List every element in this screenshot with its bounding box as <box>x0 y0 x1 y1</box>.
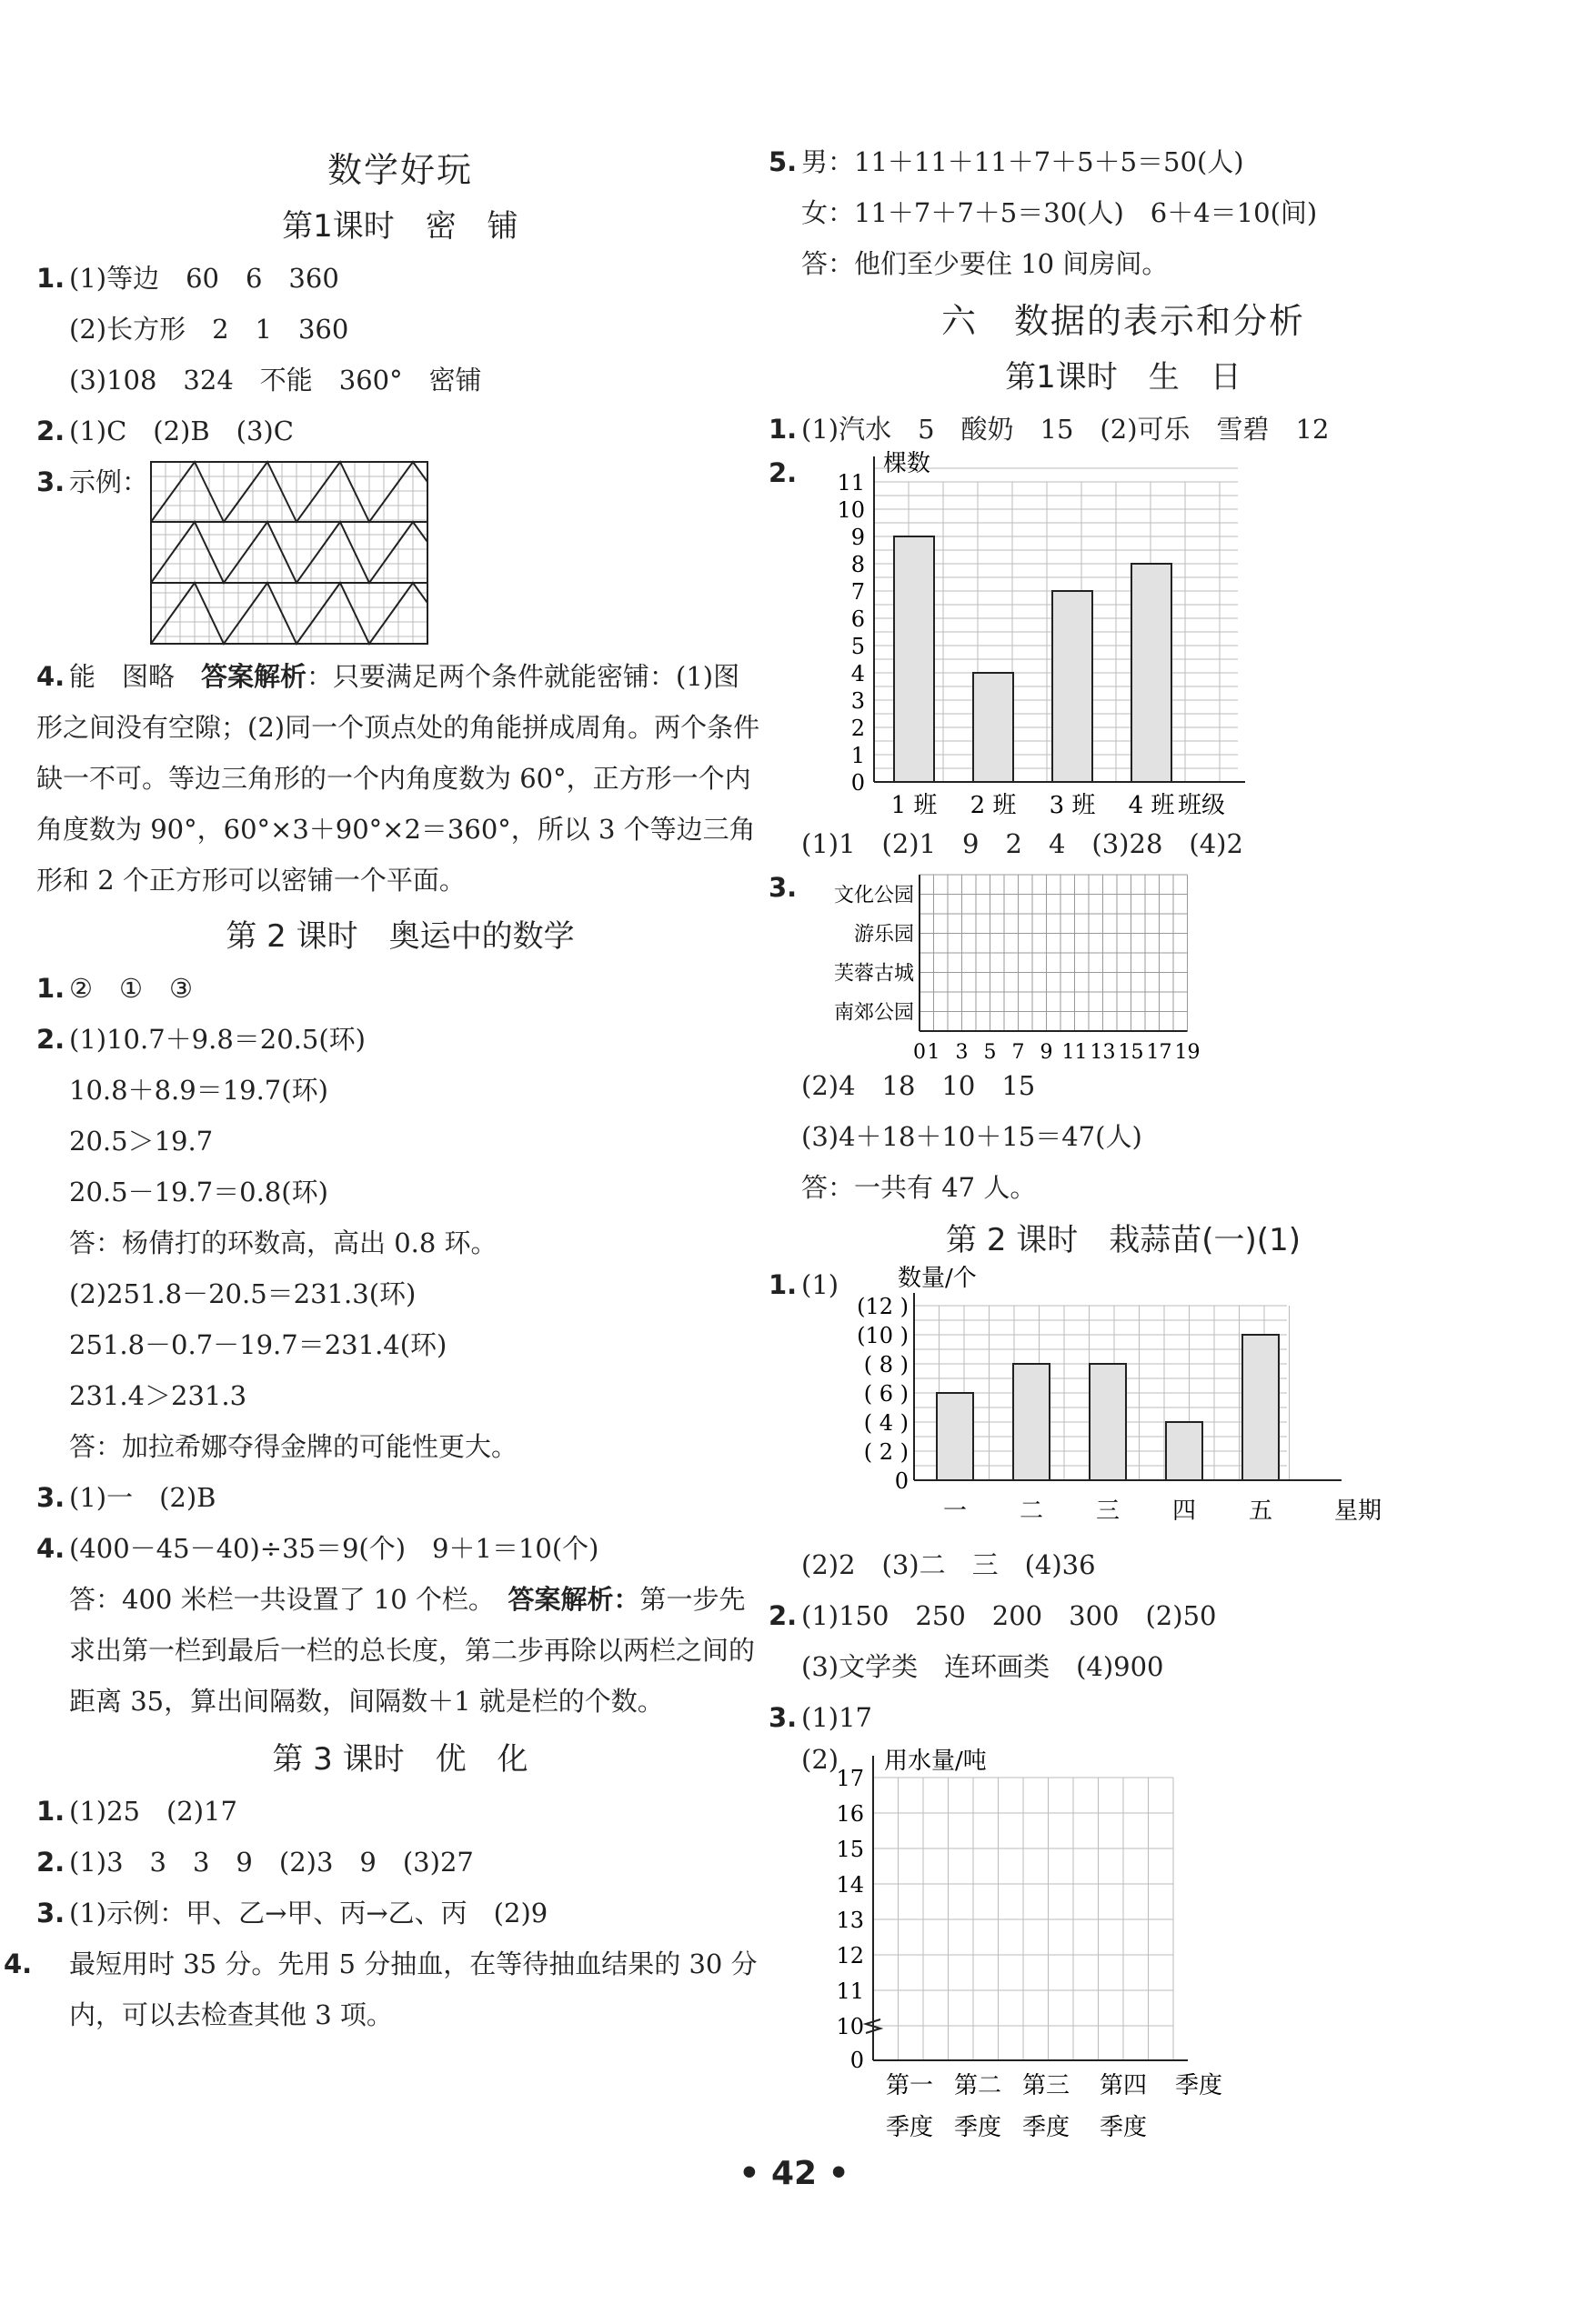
x-tick-label: 15 <box>1118 1041 1144 1064</box>
x-tick-label: 季度 <box>953 2114 1002 2141</box>
answer-line: (2) <box>801 1744 839 1775</box>
y-tick-label: 13 <box>836 1908 864 1933</box>
answer-line: 答：他们至少要住 10 间房间。 <box>801 248 1169 279</box>
answer-line: (3)文学类 连环画类 (4)900 <box>801 1651 1164 1682</box>
answer-line: (2)4 18 10 15 <box>801 1070 1036 1101</box>
answer-line: 251.8－0.7－19.7＝231.4(环) <box>69 1329 447 1360</box>
lesson-title: 第 3 课时 优 化 <box>272 1741 528 1778</box>
x-tick-label: 第二 <box>953 2072 1002 2099</box>
answer-line: (3)108 324 不能 360° 密铺 <box>69 365 482 396</box>
y-tick-label: 3 <box>850 688 865 714</box>
x-axis-label: 星期 <box>1333 1498 1382 1525</box>
x-tick-label: 5 <box>983 1041 997 1064</box>
x-tick-label: 第四 <box>1099 2072 1148 2099</box>
x-tick-label: 第三 <box>1021 2072 1070 2099</box>
garlic-bar-chart <box>850 1267 1432 1539</box>
x-tick-label: 19 <box>1174 1041 1201 1064</box>
y-axis-label: 数量/个 <box>898 1265 977 1292</box>
y-tick-label: 12 <box>836 1943 864 1968</box>
bar <box>1090 1364 1126 1480</box>
bar <box>1166 1422 1202 1480</box>
y-tick-label: ( 6 ) <box>863 1381 909 1407</box>
lesson-title: 第1课时 密 铺 <box>282 208 518 245</box>
answer-paragraph: 4. 最短用时 35 分。先用 5 分抽血，在等待抽血结果的 30 分内，可以去检查其他 3 项。 <box>4 1948 758 2030</box>
y-tick-label: 0 <box>849 2048 864 2073</box>
answer-line: 20.5＞19.7 <box>69 1126 214 1157</box>
x-tick-label: 3 班 <box>1049 792 1096 819</box>
y-tick-label: 1 <box>850 743 865 768</box>
section-title-fun-math: 数学好玩 <box>327 150 473 190</box>
answer-line: 女：11＋7＋7＋5＝30(人) 6＋4＝10(间) <box>801 197 1318 228</box>
section-title-data: 六 数据的表示和分析 <box>940 301 1305 341</box>
lesson-title: 第1课时 生 日 <box>1005 359 1241 396</box>
y-axis-label: 棵数 <box>883 450 931 477</box>
tessellation-example: 3. 示例： <box>36 456 764 647</box>
left-column <box>4 136 764 2040</box>
q1-block: 1. (1) 数量/个 0 ( 2 ) ( 4 ) ( 6 ) ( 8 ) (10 ) (12 ) 一 二 三 四 五 星期 <box>769 1267 1478 1539</box>
y-tick-label: ( 2 ) <box>863 1439 909 1465</box>
answer-line: 2. (1)10.7＋9.8＝20.5(环) <box>36 1024 366 1055</box>
x-tick-label: 1 <box>927 1041 940 1064</box>
water-usage-chart <box>832 1743 1305 2161</box>
q3-block: 3. 文化公园 游乐园 芙蓉古城 南郊公园 0 1 3 5 7 9 11 13 15 17 19 <box>769 869 1478 1060</box>
answer-line: 10.8＋8.9＝19.7(环) <box>69 1075 328 1106</box>
x-tick-label: 第一 <box>885 2072 934 2099</box>
x-axis-label: 班级 <box>1177 792 1226 819</box>
x-tick-label: 11 <box>1061 1041 1088 1064</box>
answer-line: 5. 男：11＋11＋11＋7＋5＋5＝50(人) <box>769 146 1244 177</box>
answer-line: (3)4＋18＋10＋15＝47(人) <box>801 1121 1142 1152</box>
x-tick-label: 4 班 <box>1128 792 1175 819</box>
bar <box>937 1393 973 1480</box>
x-tick-label: 三 <box>1095 1498 1121 1525</box>
y-tick-label: 17 <box>836 1766 864 1791</box>
x-tick-label: 季度 <box>1021 2114 1070 2141</box>
y-axis-label: 用水量/吨 <box>884 1748 987 1775</box>
y-tick-label: 5 <box>850 634 865 659</box>
y-tick-label: 9 <box>850 525 865 550</box>
answer-line: 3. (1)一 (2)B <box>36 1482 216 1513</box>
answer-line: 答：杨倩打的环数高，高出 0.8 环。 <box>69 1227 498 1258</box>
y-tick-label: 2 <box>850 716 865 741</box>
answer-line: 2. (1)C (2)B (3)C <box>36 416 294 446</box>
answer-line: 2. (1)150 250 200 300 (2)50 <box>769 1600 1217 1631</box>
x-tick-label: 1 班 <box>890 792 938 819</box>
answer-line: 1. (1)等边 60 6 360 <box>36 263 339 294</box>
answer-line: (2)251.8－20.5＝231.3(环) <box>69 1278 417 1309</box>
y-tick-label: 8 <box>850 552 865 577</box>
y-tick-label: 10 <box>836 2014 864 2039</box>
tessellation-figure <box>151 462 433 648</box>
y-tick-label: 16 <box>836 1801 864 1827</box>
lesson-title: 第 2 课时 奥运中的数学 <box>226 918 575 955</box>
bar <box>1013 1364 1050 1480</box>
parks-grid-chart <box>801 869 1456 1064</box>
x-tick-label: 2 班 <box>970 792 1017 819</box>
right-column <box>769 136 1478 2170</box>
x-tick-label: 3 <box>955 1041 969 1064</box>
x-tick-label: 7 <box>1011 1041 1025 1064</box>
x-tick-label: 二 <box>1019 1498 1044 1525</box>
bar <box>1242 1335 1279 1480</box>
y-tick-label: 15 <box>836 1837 864 1862</box>
answer-line: 答：加拉希娜夺得金牌的可能性更大。 <box>69 1431 518 1462</box>
answer-paragraph: 4. 能 图略 答案解析：只要满足两个条件就能密铺：(1)图形之间没有空隙；(2)同一个顶点处的角能拼成周角。两个条件缺一不可。等边三角形的一个内角度数为 60°，正方形一个内角度数为 90°，60°×3＋90°×2＝360°，所以 3 个等边三角形和 2 个正方形可以密铺一个平面。 <box>36 661 760 896</box>
category-label: 南郊公园 <box>833 1001 914 1025</box>
x-tick-label: 四 <box>1171 1498 1197 1525</box>
bar <box>1131 564 1171 782</box>
y-tick-label: (10 ) <box>857 1323 909 1348</box>
answer-line: 4. (400－45－40)÷35＝9(个) 9＋1＝10(个) <box>36 1533 599 1564</box>
y-tick-label: 10 <box>837 497 865 523</box>
answer-line: 1. ② ① ③ <box>36 973 193 1004</box>
y-tick-label: ( 8 ) <box>863 1352 909 1377</box>
y-tick-label: (12 ) <box>857 1294 909 1319</box>
answer-line: 答：一共有 47 人。 <box>801 1172 1037 1203</box>
x-axis-label: 季度 <box>1174 2072 1223 2099</box>
y-tick-label: ( 4 ) <box>863 1410 909 1436</box>
x-tick-label: 9 <box>1040 1041 1053 1064</box>
y-tick-label: 11 <box>836 1978 864 2004</box>
category-label: 游乐园 <box>853 923 914 947</box>
bar <box>973 673 1013 782</box>
x-tick-label: 17 <box>1146 1041 1172 1064</box>
answer-line: (1)1 (2)1 9 2 4 (3)28 (4)2 <box>801 828 1243 859</box>
x-tick-label: 一 <box>942 1498 968 1525</box>
page-number: • 42 • <box>739 2155 849 2192</box>
answer-paragraph: 答：400 米栏一共设置了 10 个栏。 答案解析：第一步先求出第一栏到最后一栏的总长度，第二步再除以两栏之间的距离 35，算出间隔数，间隔数＋1 就是栏的个数。 <box>69 1584 756 1717</box>
bar <box>1052 591 1092 782</box>
answer-line: 2. (1)3 3 3 9 (2)3 9 (3)27 <box>36 1847 474 1878</box>
y-tick-label: 4 <box>850 661 865 686</box>
category-label: 芙蓉古城 <box>833 962 914 986</box>
q3-2-block <box>769 1743 1478 2170</box>
y-tick-label: 11 <box>837 470 865 496</box>
category-label: 文化公园 <box>833 884 914 907</box>
q2-block: 2. 棵数 0 1 2 3 4 5 6 7 8 9 10 11 1 班 2 班 3 班 4 班 班级 <box>769 455 1478 818</box>
lesson-title: 第 2 课时 栽蒜苗(一)(1) <box>946 1222 1301 1258</box>
answer-line: 20.5－19.7＝0.8(环) <box>69 1177 328 1207</box>
x-tick-label: 季度 <box>885 2114 934 2141</box>
answer-line: 3. (1)17 <box>769 1702 872 1733</box>
x-tick-label: 季度 <box>1099 2114 1148 2141</box>
answer-line: (2)长方形 2 1 360 <box>69 314 349 345</box>
x-tick-label: 13 <box>1090 1041 1116 1064</box>
x-tick-label: 五 <box>1248 1498 1273 1525</box>
answer-line: 3. (1)示例：甲、乙→甲、丙→乙、丙 (2)9 <box>36 1898 548 1928</box>
answer-line: 1. (1)25 (2)17 <box>36 1796 237 1827</box>
answer-line: 1. (1)汽水 5 酸奶 15 (2)可乐 雪碧 12 <box>769 414 1330 445</box>
answer-line: (2)2 (3)二 三 (4)36 <box>801 1549 1096 1580</box>
x-tick-label: 0 <box>913 1041 926 1064</box>
y-tick-label: 7 <box>850 579 865 605</box>
y-tick-label: 0 <box>894 1468 909 1494</box>
answer-line: 231.4＞231.3 <box>69 1380 247 1411</box>
y-tick-label: 0 <box>850 770 865 796</box>
y-tick-label: 14 <box>836 1872 864 1898</box>
trees-bar-chart <box>801 450 1256 819</box>
y-tick-label: 6 <box>850 606 865 632</box>
bar <box>894 536 934 782</box>
